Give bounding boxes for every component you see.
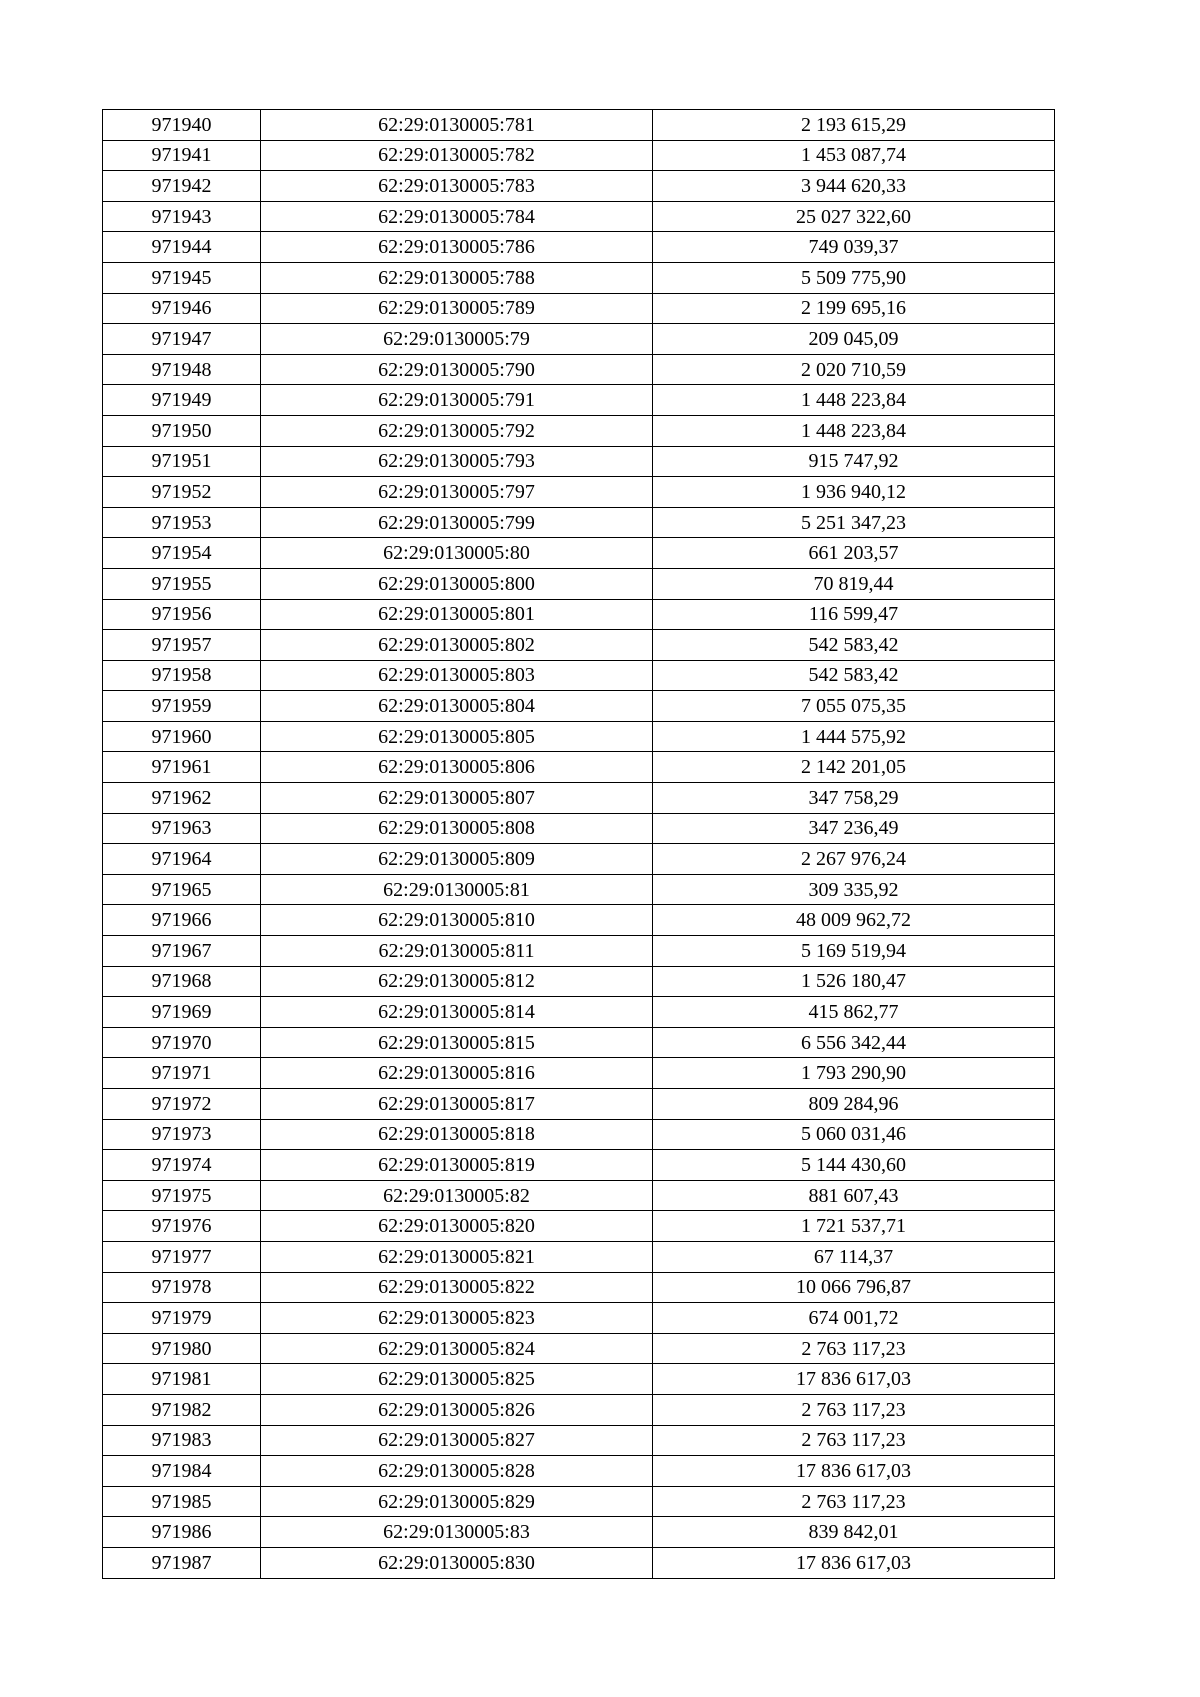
table-row <box>103 201 1055 232</box>
cadastral-number-cell: 62:29:0130005:800 <box>261 568 653 599</box>
table-row <box>103 415 1055 446</box>
row-number-cell: 971986 <box>103 1517 261 1548</box>
table-row <box>103 446 1055 477</box>
row-number-cell: 971950 <box>103 415 261 446</box>
cadastral-value-cell: 1 453 087,74 <box>653 140 1055 171</box>
table-row <box>103 1456 1055 1487</box>
cadastral-value-cell: 3 944 620,33 <box>653 171 1055 202</box>
row-number-cell: 971948 <box>103 354 261 385</box>
cadastral-value-cell: 5 251 347,23 <box>653 507 1055 538</box>
table-row <box>103 1272 1055 1303</box>
cadastral-number-cell: 62:29:0130005:782 <box>261 140 653 171</box>
table-row <box>103 538 1055 569</box>
row-number-cell: 971980 <box>103 1333 261 1364</box>
cadastral-value-cell: 415 862,77 <box>653 997 1055 1028</box>
table-row <box>103 1241 1055 1272</box>
cadastral-number-cell: 62:29:0130005:819 <box>261 1150 653 1181</box>
cadastral-value-cell: 1 793 290,90 <box>653 1058 1055 1089</box>
table-row <box>103 354 1055 385</box>
row-number-cell: 971945 <box>103 262 261 293</box>
row-number-cell: 971957 <box>103 630 261 661</box>
row-number-cell: 971956 <box>103 599 261 630</box>
row-number-cell: 971984 <box>103 1456 261 1487</box>
cadastral-number-cell: 62:29:0130005:806 <box>261 752 653 783</box>
table-row <box>103 721 1055 752</box>
cadastral-number-cell: 62:29:0130005:788 <box>261 262 653 293</box>
table-row <box>103 783 1055 814</box>
table-row <box>103 1211 1055 1242</box>
cadastral-value-cell: 2 020 710,59 <box>653 354 1055 385</box>
cadastral-value-cell: 809 284,96 <box>653 1089 1055 1120</box>
cadastral-value-cell: 1 526 180,47 <box>653 966 1055 997</box>
table-row <box>103 1180 1055 1211</box>
cadastral-value-cell: 10 066 796,87 <box>653 1272 1055 1303</box>
cadastral-number-cell: 62:29:0130005:83 <box>261 1517 653 1548</box>
cadastral-value-cell: 347 236,49 <box>653 813 1055 844</box>
table-row <box>103 1547 1055 1578</box>
table-row <box>103 507 1055 538</box>
cadastral-value-cell: 1 448 223,84 <box>653 415 1055 446</box>
cadastral-number-cell: 62:29:0130005:805 <box>261 721 653 752</box>
cadastral-value-cell: 2 267 976,24 <box>653 844 1055 875</box>
row-number-cell: 971960 <box>103 721 261 752</box>
table-row <box>103 232 1055 263</box>
table-row <box>103 997 1055 1028</box>
cadastral-value-cell: 2 763 117,23 <box>653 1394 1055 1425</box>
cadastral-value-cell: 116 599,47 <box>653 599 1055 630</box>
cadastral-number-cell: 62:29:0130005:802 <box>261 630 653 661</box>
table-row <box>103 1517 1055 1548</box>
row-number-cell: 971976 <box>103 1211 261 1242</box>
table-row <box>103 1058 1055 1089</box>
cadastral-number-cell: 62:29:0130005:799 <box>261 507 653 538</box>
cadastral-value-cell: 2 199 695,16 <box>653 293 1055 324</box>
row-number-cell: 971951 <box>103 446 261 477</box>
cadastral-number-cell: 62:29:0130005:822 <box>261 1272 653 1303</box>
cadastral-number-cell: 62:29:0130005:817 <box>261 1089 653 1120</box>
cadastral-value-cell: 67 114,37 <box>653 1241 1055 1272</box>
cadastral-value-cell: 2 193 615,29 <box>653 110 1055 141</box>
cadastral-number-cell: 62:29:0130005:793 <box>261 446 653 477</box>
table-row <box>103 752 1055 783</box>
row-number-cell: 971964 <box>103 844 261 875</box>
cadastral-number-cell: 62:29:0130005:815 <box>261 1027 653 1058</box>
cadastral-value-cell: 2 763 117,23 <box>653 1486 1055 1517</box>
cadastral-value-cell: 1 444 575,92 <box>653 721 1055 752</box>
table-row <box>103 844 1055 875</box>
row-number-cell: 971947 <box>103 324 261 355</box>
cadastral-number-cell: 62:29:0130005:814 <box>261 997 653 1028</box>
row-number-cell: 971983 <box>103 1425 261 1456</box>
cadastral-number-cell: 62:29:0130005:82 <box>261 1180 653 1211</box>
cadastral-number-cell: 62:29:0130005:79 <box>261 324 653 355</box>
cadastral-number-cell: 62:29:0130005:783 <box>261 171 653 202</box>
cadastral-number-cell: 62:29:0130005:80 <box>261 538 653 569</box>
cadastral-value-cell: 1 448 223,84 <box>653 385 1055 416</box>
cadastral-number-cell: 62:29:0130005:809 <box>261 844 653 875</box>
table-row <box>103 1394 1055 1425</box>
row-number-cell: 971967 <box>103 936 261 967</box>
cadastral-value-cell: 2 763 117,23 <box>653 1333 1055 1364</box>
table-row <box>103 477 1055 508</box>
table-row <box>103 874 1055 905</box>
row-number-cell: 971970 <box>103 1027 261 1058</box>
cadastral-value-cell: 2 142 201,05 <box>653 752 1055 783</box>
row-number-cell: 971952 <box>103 477 261 508</box>
cadastral-number-cell: 62:29:0130005:801 <box>261 599 653 630</box>
row-number-cell: 971946 <box>103 293 261 324</box>
table-row <box>103 905 1055 936</box>
cadastral-value-cell: 839 842,01 <box>653 1517 1055 1548</box>
row-number-cell: 971985 <box>103 1486 261 1517</box>
row-number-cell: 971940 <box>103 110 261 141</box>
cadastral-value-cell: 7 055 075,35 <box>653 691 1055 722</box>
cadastral-number-cell: 62:29:0130005:808 <box>261 813 653 844</box>
row-number-cell: 971953 <box>103 507 261 538</box>
row-number-cell: 971941 <box>103 140 261 171</box>
table-row <box>103 385 1055 416</box>
cadastral-value-table <box>102 109 1055 1579</box>
cadastral-value-cell: 1 936 940,12 <box>653 477 1055 508</box>
cadastral-value-cell: 347 758,29 <box>653 783 1055 814</box>
row-number-cell: 971943 <box>103 201 261 232</box>
table-row <box>103 1303 1055 1334</box>
cadastral-number-cell: 62:29:0130005:823 <box>261 1303 653 1334</box>
row-number-cell: 971959 <box>103 691 261 722</box>
cadastral-number-cell: 62:29:0130005:821 <box>261 1241 653 1272</box>
cadastral-value-cell: 48 009 962,72 <box>653 905 1055 936</box>
cadastral-number-cell: 62:29:0130005:786 <box>261 232 653 263</box>
row-number-cell: 971971 <box>103 1058 261 1089</box>
cadastral-value-cell: 881 607,43 <box>653 1180 1055 1211</box>
cadastral-value-cell: 542 583,42 <box>653 660 1055 691</box>
table-row <box>103 262 1055 293</box>
table-row <box>103 568 1055 599</box>
table-body <box>103 110 1055 1579</box>
cadastral-number-cell: 62:29:0130005:812 <box>261 966 653 997</box>
row-number-cell: 971944 <box>103 232 261 263</box>
cadastral-number-cell: 62:29:0130005:790 <box>261 354 653 385</box>
cadastral-number-cell: 62:29:0130005:781 <box>261 110 653 141</box>
table-row <box>103 966 1055 997</box>
table-row <box>103 324 1055 355</box>
cadastral-number-cell: 62:29:0130005:827 <box>261 1425 653 1456</box>
table-row <box>103 660 1055 691</box>
cadastral-value-cell: 5 144 430,60 <box>653 1150 1055 1181</box>
cadastral-number-cell: 62:29:0130005:828 <box>261 1456 653 1487</box>
row-number-cell: 971969 <box>103 997 261 1028</box>
row-number-cell: 971963 <box>103 813 261 844</box>
cadastral-number-cell: 62:29:0130005:807 <box>261 783 653 814</box>
cadastral-value-cell: 25 027 322,60 <box>653 201 1055 232</box>
table-row <box>103 1333 1055 1364</box>
row-number-cell: 971949 <box>103 385 261 416</box>
row-number-cell: 971955 <box>103 568 261 599</box>
table-row <box>103 1027 1055 1058</box>
cadastral-number-cell: 62:29:0130005:797 <box>261 477 653 508</box>
cadastral-value-cell: 309 335,92 <box>653 874 1055 905</box>
cadastral-value-cell: 70 819,44 <box>653 568 1055 599</box>
row-number-cell: 971977 <box>103 1241 261 1272</box>
cadastral-value-cell: 1 721 537,71 <box>653 1211 1055 1242</box>
cadastral-value-cell: 5 060 031,46 <box>653 1119 1055 1150</box>
cadastral-value-cell: 5 509 775,90 <box>653 262 1055 293</box>
row-number-cell: 971975 <box>103 1180 261 1211</box>
cadastral-number-cell: 62:29:0130005:820 <box>261 1211 653 1242</box>
cadastral-value-cell: 5 169 519,94 <box>653 936 1055 967</box>
table-row <box>103 1486 1055 1517</box>
cadastral-number-cell: 62:29:0130005:791 <box>261 385 653 416</box>
table-row <box>103 1150 1055 1181</box>
table-row <box>103 936 1055 967</box>
cadastral-number-cell: 62:29:0130005:826 <box>261 1394 653 1425</box>
table-row <box>103 110 1055 141</box>
table-row <box>103 1089 1055 1120</box>
cadastral-number-cell: 62:29:0130005:792 <box>261 415 653 446</box>
row-number-cell: 971968 <box>103 966 261 997</box>
cadastral-value-cell: 209 045,09 <box>653 324 1055 355</box>
table-row <box>103 599 1055 630</box>
table-row <box>103 293 1055 324</box>
cadastral-number-cell: 62:29:0130005:825 <box>261 1364 653 1395</box>
row-number-cell: 971965 <box>103 874 261 905</box>
cadastral-number-cell: 62:29:0130005:818 <box>261 1119 653 1150</box>
cadastral-value-cell: 17 836 617,03 <box>653 1364 1055 1395</box>
cadastral-value-cell: 915 747,92 <box>653 446 1055 477</box>
cadastral-value-cell: 661 203,57 <box>653 538 1055 569</box>
cadastral-value-cell: 17 836 617,03 <box>653 1456 1055 1487</box>
table-row <box>103 1364 1055 1395</box>
table-row <box>103 691 1055 722</box>
cadastral-value-cell: 674 001,72 <box>653 1303 1055 1334</box>
cadastral-value-cell: 2 763 117,23 <box>653 1425 1055 1456</box>
row-number-cell: 971942 <box>103 171 261 202</box>
cadastral-number-cell: 62:29:0130005:811 <box>261 936 653 967</box>
table-row <box>103 140 1055 171</box>
row-number-cell: 971982 <box>103 1394 261 1425</box>
cadastral-number-cell: 62:29:0130005:829 <box>261 1486 653 1517</box>
table-row <box>103 1119 1055 1150</box>
table-row <box>103 171 1055 202</box>
cadastral-number-cell: 62:29:0130005:784 <box>261 201 653 232</box>
cadastral-value-cell: 17 836 617,03 <box>653 1547 1055 1578</box>
cadastral-number-cell: 62:29:0130005:804 <box>261 691 653 722</box>
row-number-cell: 971958 <box>103 660 261 691</box>
cadastral-number-cell: 62:29:0130005:789 <box>261 293 653 324</box>
row-number-cell: 971987 <box>103 1547 261 1578</box>
cadastral-value-cell: 6 556 342,44 <box>653 1027 1055 1058</box>
table-row <box>103 1425 1055 1456</box>
cadastral-number-cell: 62:29:0130005:830 <box>261 1547 653 1578</box>
row-number-cell: 971979 <box>103 1303 261 1334</box>
row-number-cell: 971978 <box>103 1272 261 1303</box>
row-number-cell: 971974 <box>103 1150 261 1181</box>
cadastral-number-cell: 62:29:0130005:824 <box>261 1333 653 1364</box>
row-number-cell: 971972 <box>103 1089 261 1120</box>
row-number-cell: 971954 <box>103 538 261 569</box>
row-number-cell: 971973 <box>103 1119 261 1150</box>
cadastral-number-cell: 62:29:0130005:816 <box>261 1058 653 1089</box>
row-number-cell: 971961 <box>103 752 261 783</box>
cadastral-number-cell: 62:29:0130005:81 <box>261 874 653 905</box>
row-number-cell: 971962 <box>103 783 261 814</box>
row-number-cell: 971981 <box>103 1364 261 1395</box>
table-row <box>103 630 1055 661</box>
row-number-cell: 971966 <box>103 905 261 936</box>
cadastral-number-cell: 62:29:0130005:803 <box>261 660 653 691</box>
cadastral-number-cell: 62:29:0130005:810 <box>261 905 653 936</box>
cadastral-value-cell: 542 583,42 <box>653 630 1055 661</box>
cadastral-value-cell: 749 039,37 <box>653 232 1055 263</box>
table-row <box>103 813 1055 844</box>
